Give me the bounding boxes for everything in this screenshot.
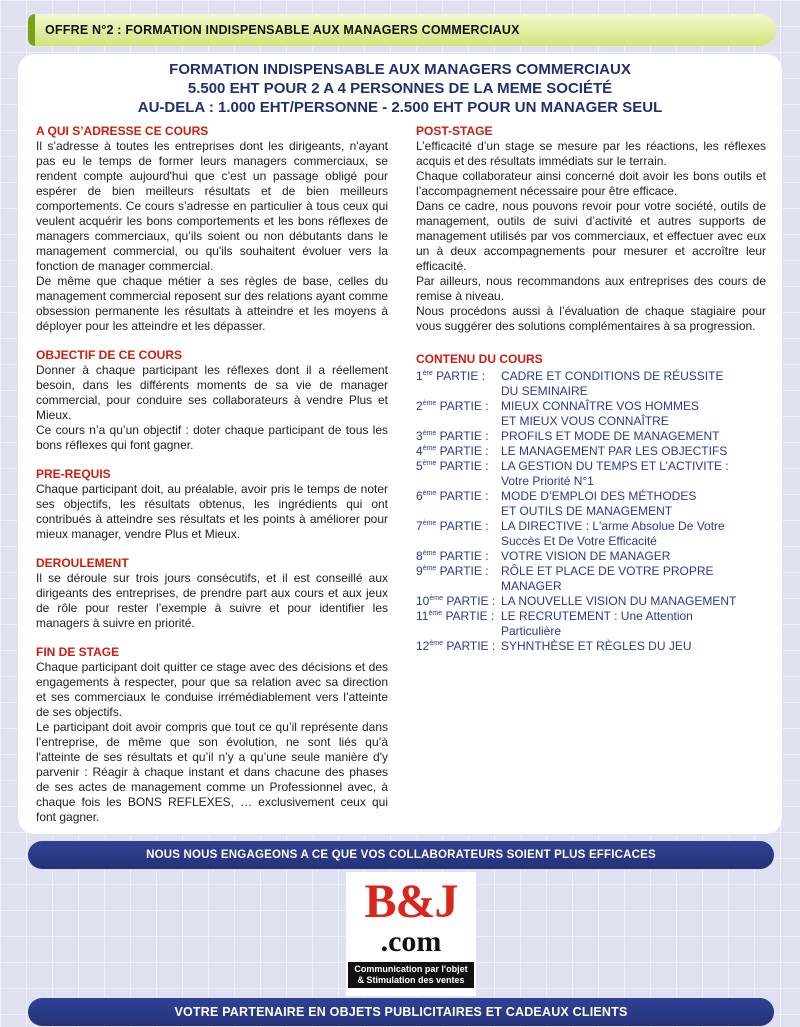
contents-item-text: LE MANAGEMENT PAR LES OBJECTIFS bbox=[501, 444, 728, 458]
section-end-of-course bbox=[36, 645, 388, 825]
paragraph: Nous procédons aussi à l’évaluation de chaque stagiaire pour vous suggérer des solutions complémentaires à sa progression. bbox=[416, 304, 766, 333]
contents-item bbox=[416, 429, 766, 444]
paragraph: Chaque participant doit, au préalable, avoir pris le temps de noter ses objectifs, les résultats obtenus, les ingrédients qui ont contribués à atteindre ses résultats et les points à améliorer pour mieux manager, vendre Plus et Mieux. bbox=[36, 482, 388, 541]
left-column bbox=[36, 124, 388, 839]
contents-item-text: RÔLE ET PLACE DE VOTRE PROPRE MANAGER bbox=[501, 564, 714, 593]
contents-item bbox=[416, 369, 766, 399]
contents-item bbox=[416, 399, 766, 429]
section-audience bbox=[36, 124, 388, 334]
section-post-course bbox=[416, 124, 766, 334]
part-ordinal: ème bbox=[422, 550, 437, 557]
logo-tagline-line-2: & Stimulation des ventes bbox=[357, 975, 465, 985]
paragraph: Chaque collaborateur ainsi concerné doit avoir les bons outils et l’accompagnement nécessaire pour être efficace. bbox=[416, 169, 766, 198]
paragraph: Donner à chaque participant les réflexes dont il a réellement besoin, dans les différents moments de sa vie de manager commercial, pour conduire ses collaborateurs à vendre Plus et Mieux. bbox=[36, 363, 388, 422]
headline-line-3: AU-DELA : 1.000 EHT/PERSONNE - 2.500 EHT POUR UN MANAGER SEUL bbox=[137, 99, 663, 116]
section-process bbox=[36, 556, 388, 631]
section-title: FIN DE STAGE bbox=[36, 645, 120, 659]
part-word: PARTIE : bbox=[436, 369, 486, 383]
section-contents bbox=[416, 352, 766, 654]
right-column bbox=[416, 124, 766, 668]
part-word: PARTIE : bbox=[446, 594, 496, 608]
contents-item bbox=[416, 459, 766, 489]
contents-item-text: PROFILS ET MODE DE MANAGEMENT bbox=[501, 429, 720, 443]
commitment-banner: NOUS NOUS ENGAGEONS A CE QUE VOS COLLABORATEURS SOIENT PLUS EFFICACES bbox=[28, 841, 774, 869]
partner-banner: VOTRE PARTENAIRE EN OBJETS PUBLICITAIRES ET CADEAUX CLIENTS bbox=[28, 998, 774, 1026]
paragraph: Chaque participant doit quitter ce stage avec des décisions et des engagements à respecter, pour que sa relation avec sa direction et ses commerciaux le conduise irrémédiablement vers l’atteinte de ses objectifs. bbox=[36, 660, 388, 719]
paragraph: De même que chaque métier a ses règles de base, celles du management commercial reposent sur des relations ayant comme obsession permanente les résultats à atteindre et les moyens à déployer pour les atteindre et les dépasser. bbox=[36, 274, 388, 333]
part-number: 2 bbox=[416, 399, 423, 413]
part-word: PARTIE : bbox=[439, 459, 489, 473]
contents-item bbox=[416, 594, 766, 609]
contents-item-text: LA GESTION DU TEMPS ET L’ACTIVITE : Votre Priorité N°1 bbox=[501, 459, 729, 488]
part-number: 6 bbox=[416, 489, 423, 503]
paragraph: Le participant doit avoir compris que tout ce qu’il représente dans l’entreprise, de même que son évolution, ne sont liés qu’à l'atteinte de ses résultats et qu’il n’y a qu’une seule manière d'y parvenir : Réagir à chaque instant et dans chacune des phases de ses actes de management comme un Professionnel avec, à chaque fois les BONS REFLEXES, … exclusivement ceux qui font gagner. bbox=[36, 720, 388, 824]
contents-part-label bbox=[416, 564, 501, 594]
part-ordinal: ème bbox=[428, 610, 443, 617]
paragraph: Ce cours n’a qu’un objectif : doter chaque participant de tous les bons réflexes qui font gagner. bbox=[36, 423, 388, 452]
logo-brand: B&J bbox=[364, 875, 458, 928]
logo-domain: .com bbox=[380, 925, 442, 958]
part-number: 11 bbox=[416, 609, 429, 623]
part-word: PARTIE : bbox=[439, 564, 489, 578]
contents-part-label bbox=[416, 429, 501, 444]
paragraph: Dans ce cadre, nous pouvons revoir pour votre société, outils de management, outils de suivi d’activité et autres supports de management utilisés par vos commerciaux, et effectuer avec eux un à deux accompagnements pour mesurer et accroître leur efficacité. bbox=[416, 199, 766, 273]
contents-item bbox=[416, 564, 766, 594]
part-ordinal: ème bbox=[422, 400, 437, 407]
part-word: PARTIE : bbox=[445, 609, 495, 623]
headline-line-2: 5.500 EHT POUR 2 A 4 PERSONNES DE LA MEME SOCIÉTÉ bbox=[187, 80, 613, 97]
bj-logo bbox=[346, 872, 476, 996]
contents-part-label bbox=[416, 489, 501, 519]
part-number: 3 bbox=[416, 429, 423, 443]
part-word: PARTIE : bbox=[439, 429, 489, 443]
contents-item-text: MIEUX CONNAÎTRE VOS HOMMES ET MIEUX VOUS CONNAÎTRE bbox=[501, 399, 700, 428]
logo-tagline-line-1: Communication par l'objet bbox=[354, 964, 468, 974]
part-number: 5 bbox=[416, 459, 423, 473]
section-title: POST-STAGE bbox=[416, 124, 493, 138]
contents-item bbox=[416, 609, 766, 639]
paragraph: Il se déroule sur trois jours consécutifs, et il est conseillé aux dirigeants des entreprises, de prendre part aux cours et aux jeux de rôle pour rester l’exemple à suivre et pour identifier les managers à suivre en priorité. bbox=[36, 571, 388, 630]
part-number: 1 bbox=[416, 369, 423, 383]
section-objective bbox=[36, 348, 388, 453]
contents-item bbox=[416, 489, 766, 519]
part-word: PARTIE : bbox=[439, 549, 489, 563]
part-word: PARTIE : bbox=[439, 444, 489, 458]
contents-part-label bbox=[416, 519, 501, 549]
logo-tagline bbox=[348, 962, 474, 988]
headline bbox=[0, 60, 800, 117]
contents-item-text: LA DIRECTIVE : L'arme Absolue De Votre Succès Et De Votre Efficacité bbox=[501, 519, 725, 548]
offer-tab: OFFRE N°2 : FORMATION INDISPENSABLE AUX MANAGERS COMMERCIAUX bbox=[28, 14, 776, 46]
part-ordinal: ème bbox=[422, 520, 437, 527]
part-ordinal: ème bbox=[422, 565, 437, 572]
contents-list bbox=[416, 369, 766, 654]
paragraph: L’efficacité d’un stage se mesure par les réactions, les réflexes acquis et des résultats immédiats sur le terrain. bbox=[416, 139, 766, 168]
part-ordinal: ème bbox=[422, 445, 437, 452]
contents-part-label bbox=[416, 609, 501, 639]
paragraph: Par ailleurs, nous recommandons aux entreprises des cours de remise à niveau. bbox=[416, 274, 766, 303]
part-word: PARTIE : bbox=[439, 399, 489, 413]
section-title: DEROULEMENT bbox=[36, 556, 129, 570]
contents-item-text: SYHNTHÈSE ET RÈGLES DU JEU bbox=[501, 639, 692, 653]
part-ordinal: ère bbox=[422, 370, 433, 377]
part-ordinal: ème bbox=[422, 430, 437, 437]
contents-item-text: CADRE ET CONDITIONS DE RÉUSSITE DU SEMINAIRE bbox=[501, 369, 724, 398]
headline-line-1: FORMATION INDISPENSABLE AUX MANAGERS COMMERCIAUX bbox=[169, 61, 631, 78]
part-word: PARTIE : bbox=[446, 639, 496, 653]
section-title: PRE-REQUIS bbox=[36, 467, 111, 481]
contents-part-label bbox=[416, 444, 501, 459]
part-number: 9 bbox=[416, 564, 423, 578]
contents-item-text: VOTRE VISION DE MANAGER bbox=[501, 549, 671, 563]
contents-part-label bbox=[416, 594, 501, 609]
part-word: PARTIE : bbox=[439, 519, 489, 533]
contents-part-label bbox=[416, 639, 501, 654]
contents-part-label bbox=[416, 369, 501, 399]
part-number: 10 bbox=[416, 594, 430, 608]
part-word: PARTIE : bbox=[439, 489, 489, 503]
contents-item-text: LA NOUVELLE VISION DU MANAGEMENT bbox=[501, 594, 737, 608]
part-ordinal: ème bbox=[422, 490, 437, 497]
contents-part-label bbox=[416, 399, 501, 429]
part-number: 4 bbox=[416, 444, 423, 458]
contents-item bbox=[416, 519, 766, 549]
contents-item-text: MODE D’EMPLOI DES MÉTHODES ET OUTILS DE MANAGEMENT bbox=[501, 489, 697, 518]
contents-item bbox=[416, 549, 766, 564]
paragraph: Il s’adresse à toutes les entreprises dont les dirigeants, n'ayant pas eu le temps de former leurs managers commerciaux, se rendent compte aujourd'hui que c’est un passage obligé pour espérer de bien meilleurs résultats et de bien meilleurs comportements. Ce cours s’adresse en particulier à tous ceux qui veulent acquérir les bons comportements et les bons réflexes de managers commerciaux, qu’ils soient ou non débutants dans le management commercial, ou qu'ils souhaitent évoluer vers la fonction de manager commercial. bbox=[36, 139, 388, 273]
part-ordinal: ème bbox=[422, 460, 437, 467]
contents-item bbox=[416, 444, 766, 459]
section-prerequisites bbox=[36, 467, 388, 542]
part-number: 12 bbox=[416, 639, 430, 653]
section-title: OBJECTIF DE CE COURS bbox=[36, 348, 183, 362]
contents-item-text: LE RECRUTEMENT : Une Attention Particulière bbox=[501, 609, 693, 638]
section-title: CONTENU DU COURS bbox=[416, 352, 543, 366]
section-title: A QUI S’ADRESSE CE COURS bbox=[36, 124, 209, 138]
part-ordinal: ème bbox=[429, 640, 443, 647]
part-ordinal: ème bbox=[429, 595, 443, 602]
contents-item bbox=[416, 639, 766, 654]
contents-part-label bbox=[416, 459, 501, 489]
part-number: 8 bbox=[416, 549, 423, 563]
part-number: 7 bbox=[416, 519, 423, 533]
contents-part-label bbox=[416, 549, 501, 564]
